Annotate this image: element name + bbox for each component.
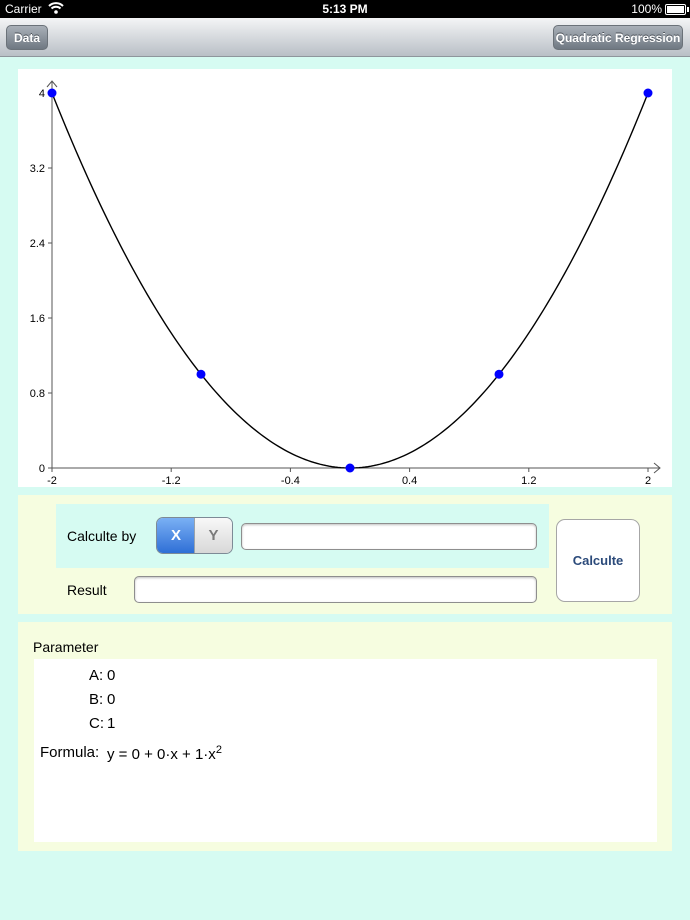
segment-x[interactable]: X — [157, 518, 195, 553]
formula-text: y = 0 + 0·x + 1·x — [107, 746, 216, 763]
y-tick-label: 0.8 — [29, 388, 45, 400]
axis-segmented-control[interactable] — [156, 517, 233, 554]
data-point[interactable] — [48, 89, 57, 98]
x-tick-label: 0.4 — [401, 475, 418, 487]
fit-curve — [52, 93, 648, 468]
y-tick-label: 3.2 — [29, 163, 45, 175]
regression-chart — [18, 69, 672, 487]
x-tick-label: -0.4 — [280, 475, 300, 487]
param-a-value: 0 — [107, 667, 116, 684]
param-c-value: 1 — [107, 715, 116, 732]
formula-value — [107, 744, 222, 763]
battery-icon — [665, 4, 686, 15]
x-tick-label: -2 — [47, 475, 57, 487]
param-b-value: 0 — [107, 691, 116, 708]
calculate-by-label: Calculte by — [67, 528, 137, 544]
formula-label: Formula: — [40, 744, 100, 761]
chart-panel — [18, 69, 672, 487]
quadratic-regression-button[interactable]: Quadratic Regression — [553, 25, 683, 50]
y-tick-label: 2.4 — [29, 238, 45, 250]
data-point[interactable] — [346, 464, 355, 473]
calculate-button[interactable]: Calculte — [556, 519, 640, 602]
formula-exponent: 2 — [215, 744, 222, 756]
value-input[interactable] — [241, 523, 537, 550]
carrier-label: Carrier — [5, 2, 42, 16]
y-tick-label: 4 — [38, 88, 45, 100]
battery-percent: 100% — [631, 2, 662, 16]
data-point[interactable] — [644, 89, 653, 98]
parameter-title: Parameter — [33, 639, 99, 655]
parameter-box — [34, 659, 657, 842]
data-point[interactable] — [197, 370, 206, 379]
y-tick-label: 0 — [38, 463, 45, 475]
status-bar — [0, 0, 690, 18]
parameter-panel — [18, 622, 672, 851]
param-b-label: B: — [89, 691, 104, 708]
x-tick-label: 2 — [644, 475, 652, 487]
result-field[interactable] — [134, 576, 537, 603]
clock: 5:13 PM — [322, 2, 368, 16]
y-tick-label: 1.6 — [29, 313, 45, 325]
x-tick-label: 1.2 — [521, 475, 537, 487]
param-a-label: A: — [89, 667, 104, 684]
result-label: Result — [67, 582, 107, 598]
data-button[interactable]: Data — [6, 25, 48, 50]
toolbar — [0, 18, 690, 57]
segment-y[interactable]: Y — [194, 518, 232, 553]
data-point[interactable] — [495, 370, 504, 379]
calculate-by-row — [56, 504, 549, 568]
x-tick-label: -1.2 — [161, 475, 181, 487]
param-c-label: C: — [89, 715, 104, 732]
calculation-panel — [18, 495, 672, 614]
